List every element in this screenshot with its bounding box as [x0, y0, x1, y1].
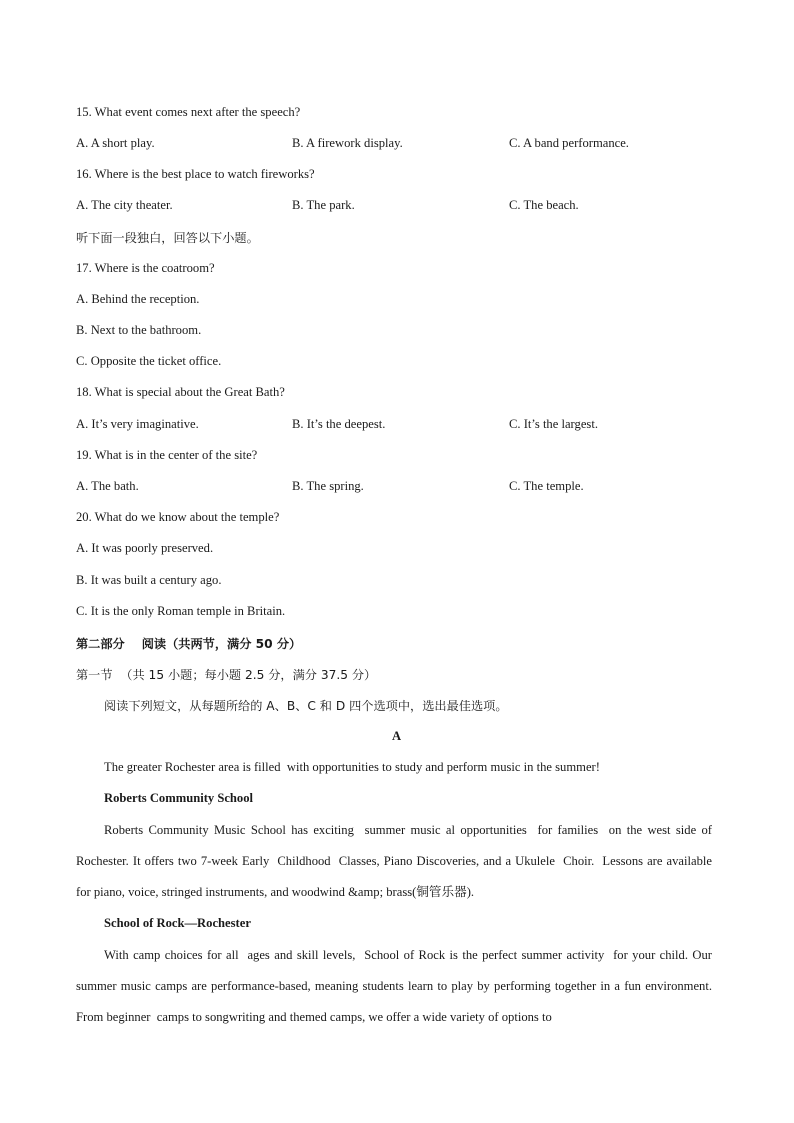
- question-19-option-a: A. The bath.: [76, 479, 139, 493]
- question-15-option-a: A. A short play.: [76, 136, 155, 150]
- reading-instruction: 阅读下列短文，从每题所给的 A、B、C 和 D 四个选项中，选出最佳选项。: [104, 699, 508, 713]
- question-16-option-a: A. The city theater.: [76, 198, 173, 212]
- section1-heading: 第一节 （共 15 小题；每小题 2.5 分，满分 37.5 分）: [76, 668, 377, 682]
- question-20-option-b: B. It was built a century ago.: [76, 573, 222, 587]
- question-20-option-c: C. It is the only Roman temple in Britain.: [76, 604, 286, 618]
- section-body-roberts: Roberts Community Music School has exciting summer music al opportunities for families on the west side of Rochester. It offers two 7-week Early Childhood Classes, Piano Discoveries, and a Ukulele Choir. Lessons are available for piano, voice, stringed instruments, and woodwind &amp; brass(铜管乐器).: [76, 823, 719, 899]
- question-17-option-b: B. Next to the bathroom.: [76, 323, 202, 337]
- section-heading-roberts: Roberts Community School: [104, 791, 254, 805]
- question-18-option-b: B. It’s the deepest.: [292, 417, 386, 431]
- question-18-stem: 18. What is special about the Great Bath?: [76, 385, 285, 399]
- question-19-stem: 19. What is in the center of the site?: [76, 448, 258, 462]
- monologue-instruction: 听下面一段独白，回答以下小题。: [76, 231, 259, 245]
- question-15-stem: 15. What event comes next after the speech?: [76, 105, 301, 119]
- question-17-option-a: A. Behind the reception.: [76, 292, 200, 306]
- question-16-option-c: C. The beach.: [509, 198, 579, 212]
- question-19-option-c: C. The temple.: [509, 479, 584, 493]
- section-body-school-of-rock: With camp choices for all ages and skill levels, School of Rock is the perfect summer activity for your child. Our summer music camps are performance-based, meaning students learn to play by performing together in a fun environment. From beginner camps to songwriting and themed camps, we offer a wide variety of options to: [76, 948, 716, 1024]
- question-15-option-c: C. A band performance.: [509, 136, 629, 150]
- question-16-option-b: B. The park.: [292, 198, 355, 212]
- question-15-option-b: B. A firework display.: [292, 136, 403, 150]
- question-18-option-c: C. It’s the largest.: [509, 417, 598, 431]
- question-16-stem: 16. Where is the best place to watch fireworks?: [76, 167, 315, 181]
- passage-letter: A: [392, 729, 402, 743]
- question-18-option-a: A. It’s very imaginative.: [76, 417, 199, 431]
- question-20-stem: 20. What do we know about the temple?: [76, 510, 280, 524]
- section-heading-school-of-rock: School of Rock—Rochester: [104, 916, 251, 930]
- question-20-option-a: A. It was poorly preserved.: [76, 541, 214, 555]
- question-17-option-c: C. Opposite the ticket office.: [76, 354, 222, 368]
- part2-heading: 第二部分 阅读（共两节，满分 50 分）: [76, 637, 302, 651]
- passage-intro: The greater Rochester area is filled with opportunities to study and perform music in the summer!: [104, 760, 600, 774]
- question-17-stem: 17. Where is the coatroom?: [76, 261, 215, 275]
- question-19-option-b: B. The spring.: [292, 479, 364, 493]
